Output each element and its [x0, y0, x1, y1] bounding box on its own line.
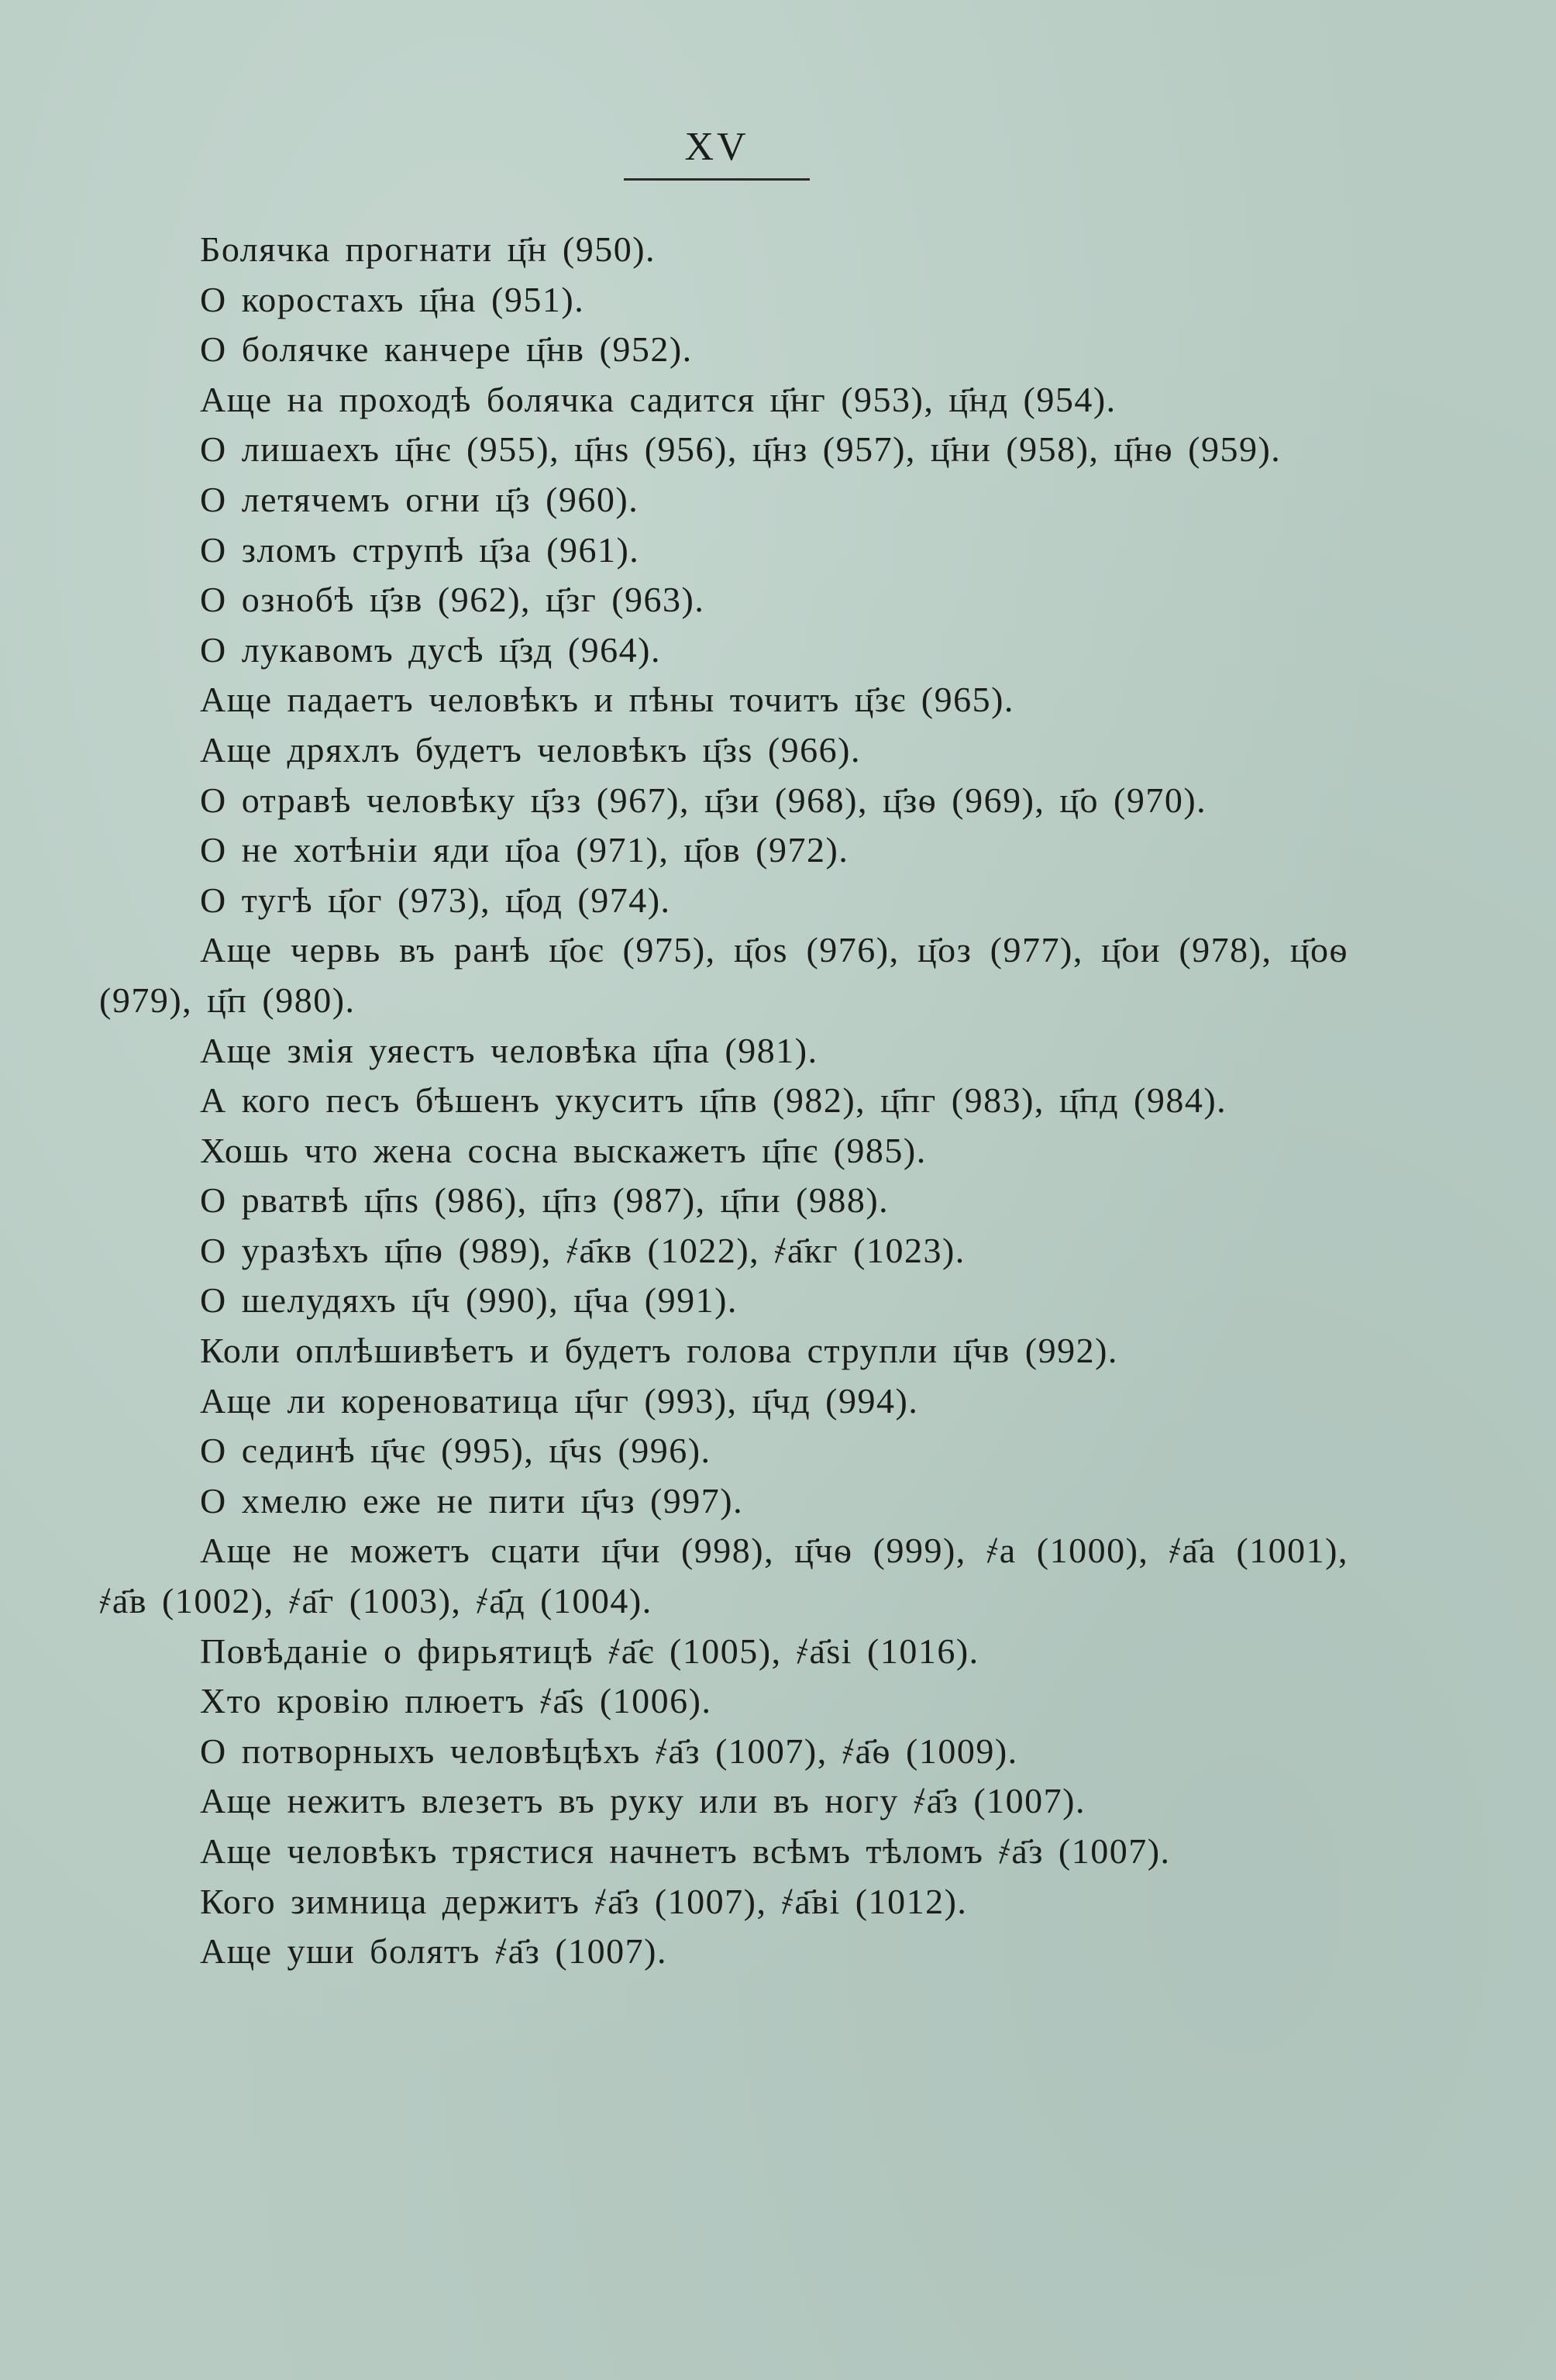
page-header	[620, 124, 814, 181]
index-entry: О летячемъ огни ц҃з (960).	[200, 479, 639, 519]
index-entry: О лукавомъ дусѣ ц҃зд (964).	[200, 629, 661, 670]
index-entry: О отравѣ человѣку ц҃зз (967), ц҃зи (968), ц҃зѳ (969), ц҃о (970).	[200, 780, 1207, 820]
index-entry: Болячка прогнати ц҃н (950).	[200, 229, 656, 269]
index-entry: Аще человѣкъ трястися начнетъ всѣмъ тѣломъ ҂а҃з (1007).	[200, 1831, 1171, 1871]
index-entry: Аще червь въ ранѣ ц҃оє (975), ц҃оѕ (976), ц҃оз (977), ц҃ои (978), ц҃оѳ (979), ц҃п (980).	[99, 930, 1348, 1020]
index-entry: А кого песъ бѣшенъ укуситъ ц҃пв (982), ц҃пг (983), ц҃пд (984).	[200, 1080, 1227, 1121]
index-entry: О хмелю еже не пити ц҃чз (997).	[200, 1480, 744, 1521]
index-entry: Аще змія уяестъ человѣка ц҃па (981).	[200, 1030, 818, 1070]
index-entry: Аще падаетъ человѣкъ и пѣны точитъ ц҃зє (965).	[200, 680, 1014, 720]
index-entry: Аще ли кореноватица ц҃чг (993), ц҃чд (994).	[200, 1380, 919, 1421]
index-entry: О уразѣхъ ц҃пѳ (989), ҂а҃кв (1022), ҂а҃кг (1023).	[200, 1230, 966, 1270]
index-entry: О тугѣ ц҃ог (973), ц҃од (974).	[200, 880, 671, 920]
index-entry: О шелудяхъ ц҃ч (990), ц҃ча (991).	[200, 1280, 738, 1321]
index-entry: О лишаехъ ц҃нє (955), ц҃нѕ (956), ц҃нз (957), ц҃ни (958), ц҃нѳ (959).	[200, 429, 1282, 470]
index-entry: Кого зимница держитъ ҂а҃з (1007), ҂а҃ві (1012).	[200, 1881, 968, 1921]
index-entry: О сединѣ ц҃чє (995), ц҃чѕ (996).	[200, 1431, 711, 1471]
index-entry: Коли оплѣшивѣетъ и будетъ голова струпли ц҃чв (992).	[200, 1331, 1118, 1371]
index-entry: Аще нежитъ влезетъ въ руку или въ ногу ҂а҃з (1007).	[200, 1781, 1086, 1821]
index-entry: О коростахъ ц҃на (951).	[200, 279, 585, 319]
index-entry: Аще дряхлъ будетъ человѣкъ ц҃зѕ (966).	[200, 729, 861, 770]
index-entry: О зломъ струпѣ ц҃за (961).	[200, 529, 640, 570]
index-entry: О ознобѣ ц҃зв (962), ц҃зг (963).	[200, 580, 705, 620]
index-entry: Повѣданіе о фирьятицѣ ҂а҃є (1005), ҂а҃ѕі (1016).	[200, 1631, 979, 1671]
index-entry: Аще на проходѣ болячка садится ц҃нг (953), ц҃нд (954).	[200, 379, 1117, 419]
index-entries	[99, 225, 1348, 1977]
index-entry: О рватвѣ ц҃пѕ (986), ц҃пз (987), ц҃пи (988).	[200, 1180, 890, 1221]
index-entry: О не хотѣніи яди ц҃оа (971), ц҃ов (972).	[200, 830, 849, 870]
page-number: XV	[684, 125, 749, 169]
header-rule	[624, 178, 810, 181]
index-entry: Хто кровію плюетъ ҂а҃ѕ (1006).	[200, 1681, 712, 1721]
index-entry: Аще уши болятъ ҂а҃з (1007).	[200, 1931, 667, 1972]
index-entry: О болячке канчере ц҃нв (952).	[200, 329, 693, 370]
index-entry: Хошь что жена сосна выскажетъ ц҃пє (985).	[200, 1130, 927, 1170]
index-entry: О потворныхъ человѣцѣхъ ҂а҃з (1007), ҂а҃ѳ (1009).	[200, 1731, 1018, 1771]
index-entry: Аще не можетъ сцати ц҃чи (998), ц҃чѳ (999), ҂а (1000), ҂а҃а (1001), ҂а҃в (1002), ҂а҃г (1003), ҂а҃д (1004).	[99, 1531, 1348, 1621]
